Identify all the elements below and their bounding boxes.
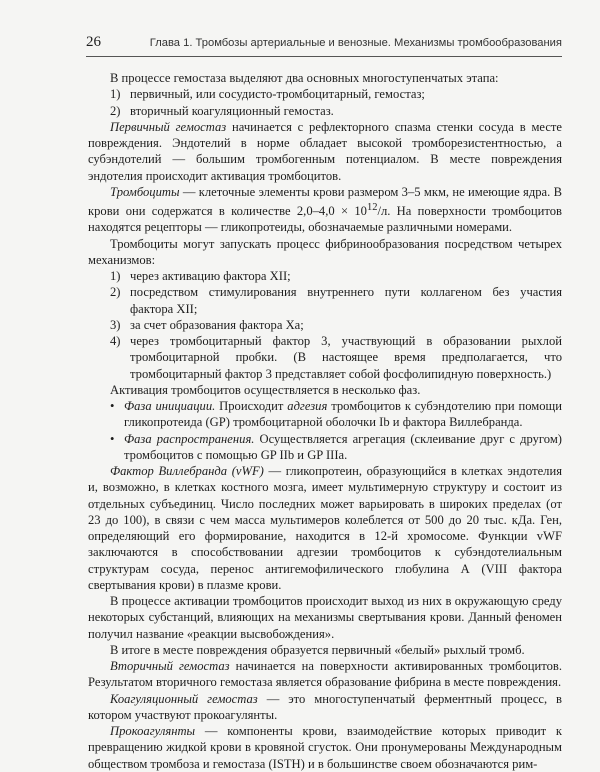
coagulation-hemostasis-text: — это многоступенчатый ферментный процесс, в котором участвуют прокоагулянты. <box>88 691 563 722</box>
list-number: 2) <box>110 285 121 300</box>
phase-text: Осуществляется агрегация (склеивание друг с другом) тромбоцитов с помощью GP IIb и GP IIIa. <box>124 431 562 462</box>
list-item-text: через активацию фактора XII; <box>130 269 291 284</box>
list-number: 2) <box>110 103 121 118</box>
vwf-paragraph <box>88 463 562 593</box>
list-item <box>110 317 562 333</box>
list-item-text: за счет образования фактора Ха; <box>130 317 304 332</box>
procoagulants-text: — компоненты крови, взаимодействие которых приводит к превращению жидкой крови в кровяной сгусток. Они пронумерованы Международным обществом тромбоза и гемостаза (ISTH) и в большинстве своем обозначаются рим- <box>88 724 562 771</box>
list-number: 4) <box>110 334 121 349</box>
activation-phases-list <box>88 398 562 463</box>
phase-text: тромбоцитов к субэндотелию при помощи гликопротеида (GP) тромбоцитарной оболочки Ib и фактора Виллебранда. <box>124 399 562 430</box>
list-item-text: через тромбоцитарный фактор 3, участвующий в образовании рыхлой тромбоцитарной пробки. (В настоящее время предполагается, что тромбоцитарный фактор 3 представляет собой фосфолипидную поверхность.) <box>130 334 562 381</box>
platelets-text-after: /л. На поверхности тромбоцитов находятся рецепторы — гликопротеиды, обозначаемые различными номерами. <box>88 204 562 235</box>
phase-text: Происходит <box>215 399 288 414</box>
list-number: 1) <box>110 269 121 284</box>
list-item <box>110 86 562 102</box>
primary-hemostasis-text: начинается с рефлекторного спазма стенки сосуда в месте повреждения. Эндотелий в норме обладает высокой тромборезистентностью, а субэндотелий — большим тромбогенным потенциалом. В месте повреждения эндотелия происходит активация тромбоцитов. <box>88 119 562 183</box>
primary-hemostasis-paragraph <box>88 119 562 184</box>
page-number: 26 <box>86 34 101 50</box>
term-vwf: Фактор Виллебранда (vWF) <box>110 464 264 479</box>
list-item <box>110 103 562 119</box>
list-item <box>110 284 562 317</box>
term-adhesion: адгезия <box>287 399 328 414</box>
term-procoagulants: Прокоагулянты <box>110 724 196 739</box>
list-item <box>110 333 562 382</box>
secondary-hemostasis-text: начинается на поверхности активированных тромбоцитов. Результатом вторичного гемостаза является образование фибрина в месте повреждения. <box>88 659 562 690</box>
procoagulants-paragraph <box>88 723 562 772</box>
vwf-text: — гликопротеин, образующийся в клетках эндотелия и, возможно, в клетках костного мозга, имеет мультимерную структуру и состоит из отдельных субъединиц. Число последних может варьировать в широких пределах (от 23 до 100), в связи с чем масса мультимеров колеблется от 500 до 20 тыс. кДа. Ген, определяющий его формирование, находится в 12-й хромосоме. Функции vWF заключаются в способствовании адгезии тромбоцитов к субэндотелиальным структурам сосуда, перенос антигемофилического глобулина А (VIII фактора свертывания крови) в плазме крови. <box>88 464 562 592</box>
white-thrombus-paragraph: В итоге в месте повреждения образуется первичный «белый» рыхлый тромб. <box>110 642 525 657</box>
list-item <box>110 431 562 464</box>
platelets-paragraph <box>88 184 562 236</box>
list-number: 1) <box>110 87 121 102</box>
term-coagulation-hemostasis: Коагуляционный гемостаз <box>110 691 258 706</box>
secondary-hemostasis-paragraph <box>88 658 562 691</box>
mechanisms-paragraph: Тромбоциты могут запускать процесс фибринообразования посредством четырех механизмов: <box>88 236 562 267</box>
mechanisms-list <box>88 268 562 382</box>
term-primary-hemostasis: Первичный гемостаз <box>110 119 227 134</box>
list-number: 3) <box>110 317 121 332</box>
intro-paragraph: В процессе гемостаза выделяют два основных многоступенчатых этапа: <box>110 71 499 85</box>
list-item-text: первичный, или сосудисто-тромбоцитарный, гемостаз; <box>130 87 425 102</box>
release-reaction-paragraph: В процессе активации тромбоцитов происходит выход из них в окружающую среду некоторых субстанций, влияющих на механизмы свертывания крови. Данный феномен получил название «реакции высвобождения». <box>88 594 562 641</box>
hemostasis-stages-list <box>88 86 562 119</box>
term-propagation-phase: Фаза распространения. <box>124 431 255 446</box>
platelets-exponent: 12 <box>366 202 378 213</box>
coagulation-hemostasis-paragraph <box>88 691 562 724</box>
term-platelets: Тромбоциты <box>110 184 180 199</box>
list-item <box>110 268 562 284</box>
list-item <box>110 398 562 431</box>
activation-paragraph: Активация тромбоцитов осуществляется в несколько фаз. <box>110 382 421 397</box>
list-item-text: вторичный коагуляционный гемостаз. <box>130 103 334 118</box>
term-secondary-hemostasis: Вторичный гемостаз <box>110 659 230 674</box>
page-header <box>86 34 562 57</box>
running-head: Глава 1. Тромбозы артериальные и венозные. Механизмы тромбообразования <box>149 37 562 49</box>
platelets-text-before: — клеточные элементы крови размером 3–5 мкм, не имеющие ядра. В крови они содержатся в количестве 2,0–4,0 × 10 <box>88 184 562 219</box>
term-initiation-phase: Фаза инициации. <box>124 399 216 414</box>
list-item-text: посредством стимулирования внутреннего пути коллагеном без участия фактора XII; <box>130 285 562 316</box>
page-body <box>88 70 562 772</box>
